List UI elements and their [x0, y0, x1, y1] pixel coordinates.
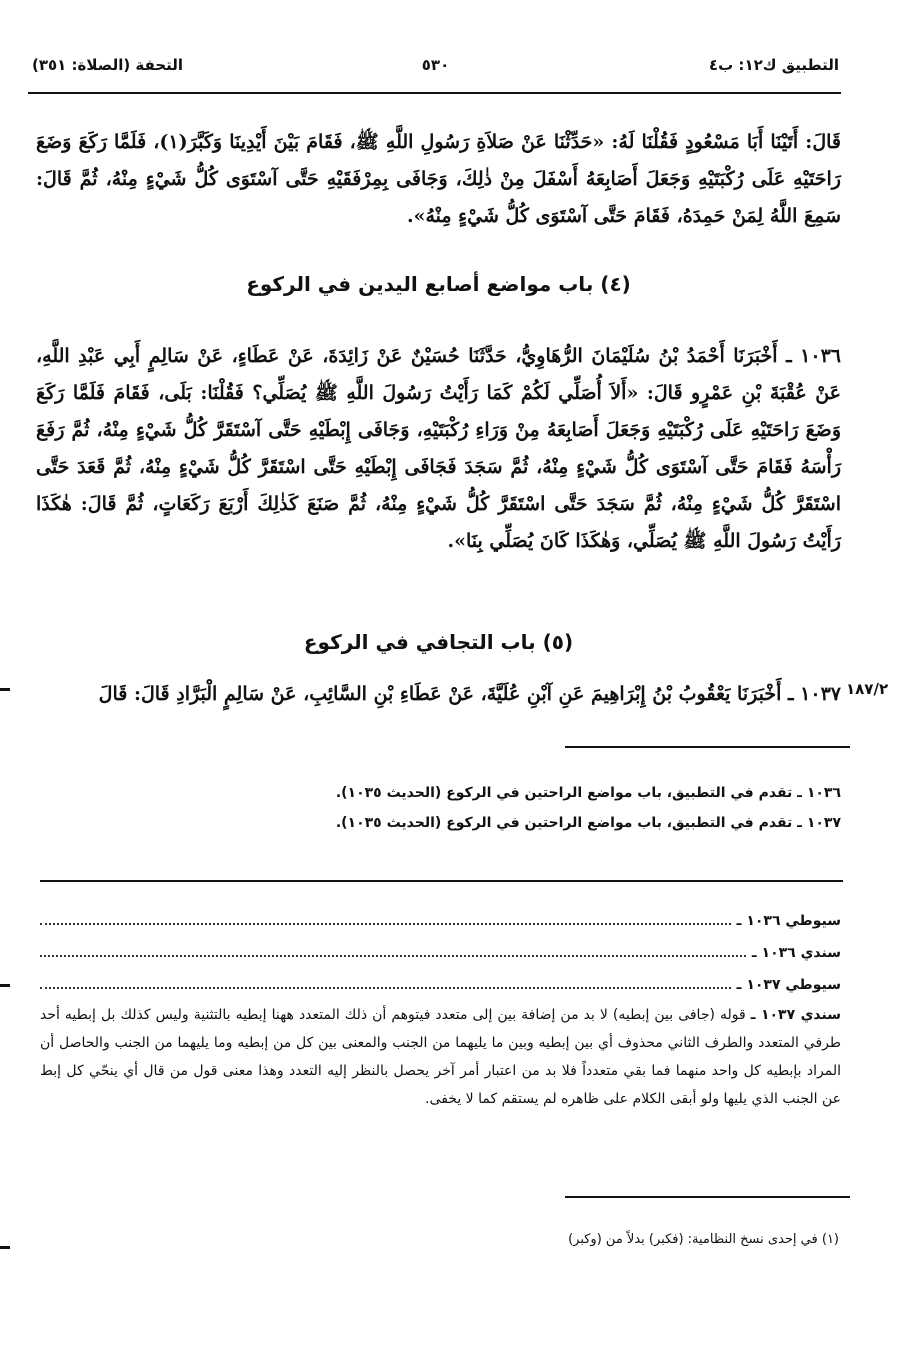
commentary-row	[40, 905, 841, 937]
dotted-leader	[40, 954, 746, 957]
takhrij-notes	[40, 778, 841, 838]
chapter-heading-4: (٤) باب مواضع أصابع اليدين في الركوع	[246, 272, 631, 296]
commentary-label: سيوطي ١٠٣٦ ـ	[736, 913, 841, 929]
commentary-text: قوله (جافى بين إبطيه) لا بد من إضافة بين إلى متعدد فيتوهم أن ذلك المتعدد ههنا إبطيه بالتثنية وليس كذلك بل إبطيه أحد طرفي المتعدد والطرف الثاني محذوف أي بين إبطيه وبين ما يليهما من الجنب والمعنى بين كل من إبطيه وما يليهما من الجنب والحاصل أن المراد بإبطيه كل واحد منهما فما بقي متعدداً فلا بد من اعتبار أمر آخر يحصل بالنظر إليه التعدد وهذا معنى قول من قال أي ينحّي كل إبط عن الجنب الذي يليها ولو أبقى الكلام على ظاهره لم يستقم كما لا يخفى.	[40, 1007, 841, 1107]
page-number: ٥٣٠	[421, 56, 450, 74]
header-tuhfa-ref: التحفة (الصلاة: ٣٥١)	[32, 56, 184, 74]
header-section-ref: التطبيق ك١٢: ب٤	[708, 56, 839, 74]
header-divider	[28, 92, 841, 94]
commentary-label: سندي ١٠٣٧ ـ	[750, 1007, 841, 1023]
hadith-text-continued	[36, 124, 841, 235]
note-1037: ١٠٣٧ ـ تقدم في التطبيق، باب مواضع الراحتين في الركوع (الحديث ١٠٣٥).	[335, 815, 841, 831]
scan-edge-mark	[0, 688, 10, 691]
commentary-label: سندي ١٠٣٦ ـ	[751, 945, 841, 961]
paragraph-3: ١٠٣٧ ـ أَخْبَرَنَا يَعْقُوبُ بْنُ إِبْرَاهِيمَ عَنِ آبْنِ عُلَيَّةَ، عَنْ عَطَاءِ بْنِ السَّائِبِ، عَنْ سَالِمٍ الْبَرَّادِ قَالَ: قَالَ	[98, 683, 841, 705]
commentary-row	[40, 969, 841, 1001]
scan-edge-mark	[0, 1246, 10, 1249]
commentary-divider	[40, 880, 843, 882]
scan-edge-mark	[0, 984, 10, 987]
footnote-divider	[565, 1196, 850, 1198]
footnote: (١) في إحدى نسخ النظامية: (فكبر) بدلاً من (وكبر)	[568, 1232, 839, 1247]
dotted-leader	[40, 922, 731, 925]
chapter-heading-5: (٥) باب التجافي في الركوع	[303, 630, 574, 654]
notes-divider	[565, 746, 850, 748]
note-1036: ١٠٣٦ ـ تقدم في التطبيق، باب مواضع الراحتين في الركوع (الحديث ١٠٣٥).	[335, 785, 841, 801]
hadith-1036	[36, 338, 841, 560]
hadith-1037	[36, 676, 841, 713]
paragraph-1: قَالَ: أَتَيْنَا أَبَا مَسْعُودٍ فَقُلْنَا لَهُ: «حَدِّثْنَا عَنْ صَلاَةِ رَسُولِ اللَّهِ ﷺ، فَقَامَ بَيْنَ أَيْدِينَا وَكَبَّرَ(١)، فَلَمَّا رَكَعَ وَضَعَ رَاحَتَيْهِ عَلَى رُكْبَتَيْهِ وَجَعَلَ أَصَابِعَهُ أَسْفَلَ مِنْ ذٰلِكَ، وَجَافَى بِمِرْفَقَيْهِ حَتَّى آسْتَوَى كُلُّ شَيْءٍ مِنْهُ، ثُمَّ قَالَ: سَمِعَ اللَّهُ لِمَنْ حَمِدَهُ، فَقَامَ حَتَّى آسْتَوَى كُلُّ شَيْءٍ مِنْهُ».	[36, 131, 841, 227]
margin-reference: ١٨٧/٢	[846, 680, 889, 698]
commentary-row	[40, 937, 841, 969]
sindi-commentary-1037	[40, 1001, 841, 1113]
page-header	[32, 56, 839, 86]
paragraph-2: ١٠٣٦ ـ أَخْبَرَنَا أَحْمَدُ بْنُ سُلَيْمَانَ الرُّهَاوِيُّ، حَدَّثَنَا حُسَيْنٌ عَنْ زَائِدَةَ، عَنْ عَطَاءٍ، عَنْ سَالِمٍ أَبِي عَبْدِ اللَّهِ، عَنْ عُقْبَةَ بْنِ عَمْرٍو قَالَ: «أَلاَ أُصَلِّي لَكُمْ كَمَا رَأَيْتُ رَسُولَ اللَّهِ ﷺ يُصَلِّي؟ فَقُلْنَا: بَلَى، فَقَامَ فَلَمَّا رَكَعَ وَضَعَ رَاحَتَيْهِ عَلَى رُكْبَتَيْهِ وَجَعَلَ أَصَابِعَهُ مِنْ وَرَاءِ رُكْبَتَيْهِ، وَجَافَى إِبْطَيْهِ حَتَّى آسْتَقَرَّ كُلُّ شَيْءٍ مِنْهُ، ثُمَّ رَفَعَ رَأْسَهُ فَقَامَ حَتَّى آسْتَوَى كُلُّ شَيْءٍ مِنْهُ، ثُمَّ سَجَدَ فَجَافَى إِبْطَيْهِ حَتَّى اسْتَقَرَّ كُلُّ شَيْءٍ مِنْهُ، ثُمَّ قَعَدَ حَتَّى اسْتَقَرَّ كُلُّ شَيْءٍ مِنْهُ، ثُمَّ سَجَدَ حَتَّى اسْتَقَرَّ كُلُّ شَيْءٍ مِنْهُ، ثُمَّ صَنَعَ كَذٰلِكَ أَرْبَعَ رَكَعَاتٍ، ثُمَّ قَالَ: هٰكَذَا رَأَيْتُ رَسُولَ اللَّهِ ﷺ يُصَلِّي، وَهٰكَذَا كَانَ يُصَلِّي بِنَا».	[36, 345, 841, 552]
commentary-section	[40, 905, 841, 1113]
dotted-leader	[40, 986, 731, 989]
commentary-label: سيوطي ١٠٣٧ ـ	[736, 977, 841, 993]
